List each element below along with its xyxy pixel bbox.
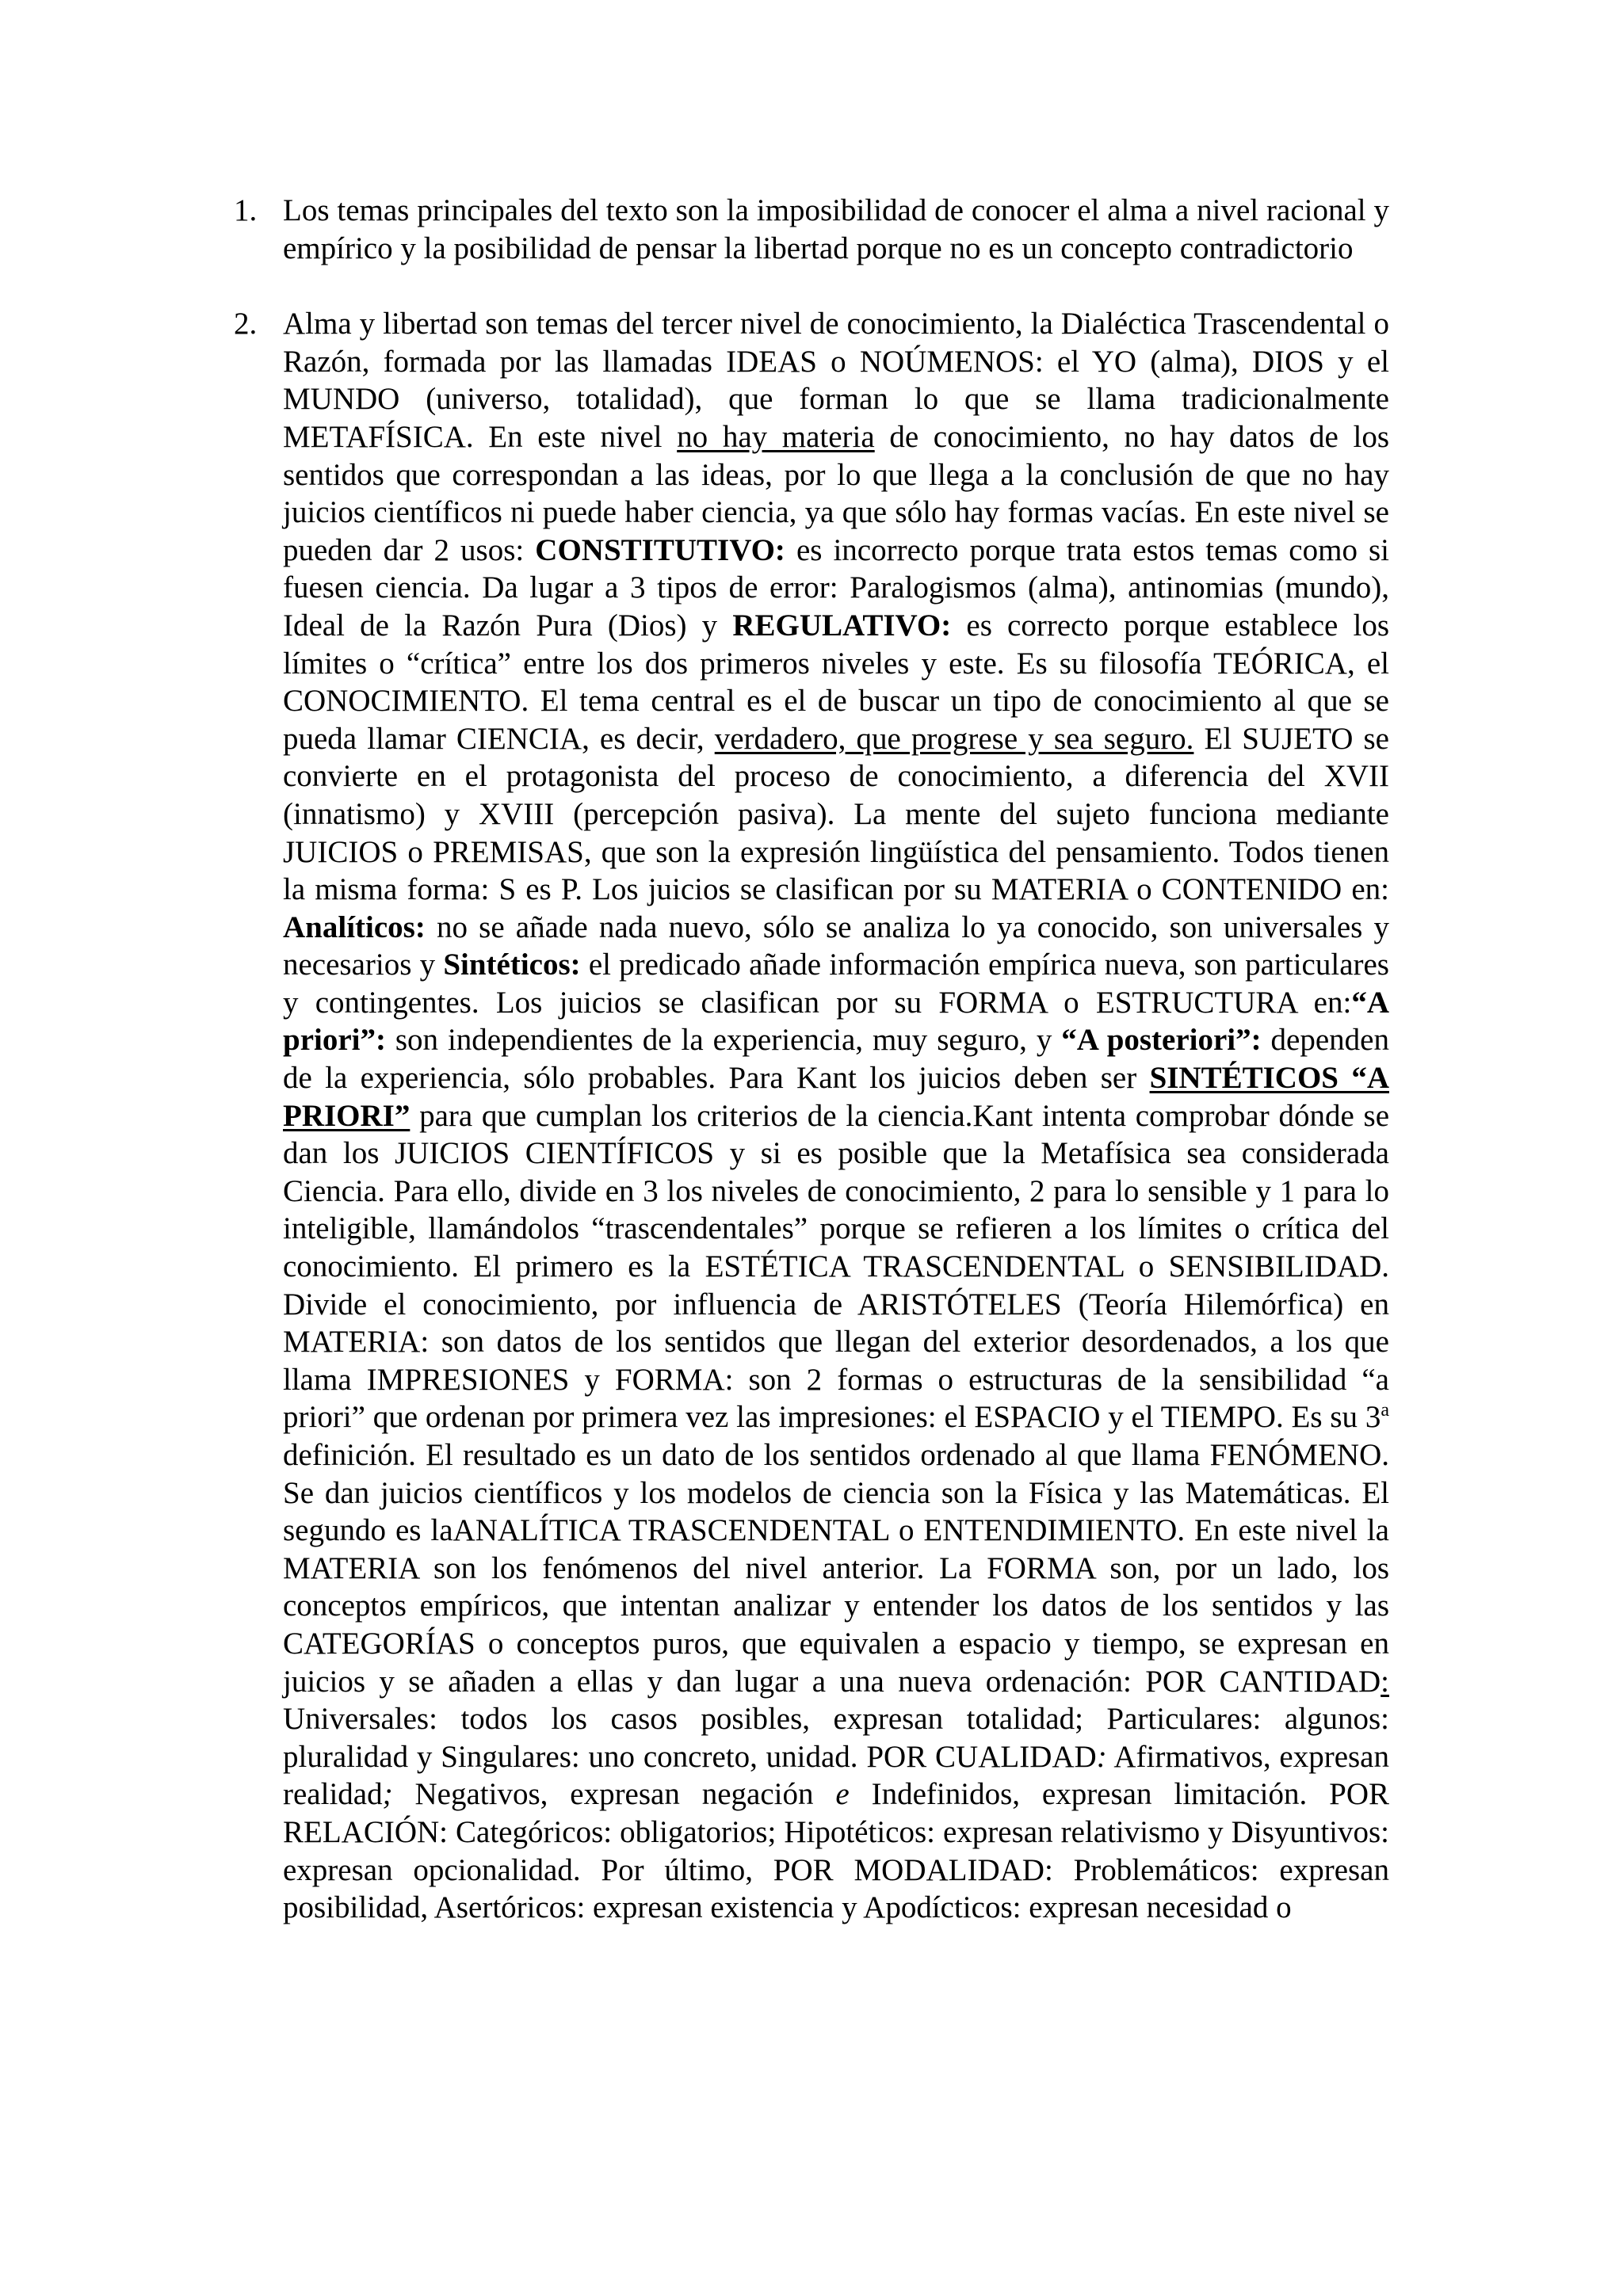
text-run: definición. El resultado es un dato de los sentidos ordenado al que llama FENÓMENO. Se dan juicios científicos y los modelos de ciencia son la Física y las Matemáticas. El segundo es laANALÍTICA TRASCENDENTAL o ENTENDIMIENTO. En este nivel la MATERIA son los fenómenos del nivel anterior. La FORMA son, por un lado, los conceptos empíricos, que intentan analizar y entender los datos de los sentidos y las CATEGORÍAS o conceptos puros, que equivalen a espacio y tiempo, se expresan en juicios y se añaden a ellas y dan lugar a una nueva ordenación: POR CANTIDAD (283, 1438, 1389, 1699)
item-paragraph (283, 305, 1389, 1927)
text-run: para que cumplan los criterios de la ciencia.Kant intenta comprobar dónde se dan los JUICIOS CIENTÍFICOS y si es posible que la Metafísica sea considerada Ciencia. Para ello, divide en 3 los niveles de conocimiento, 2 para lo sensible y 1 para lo inteligible, llamándolos “trascendentales” porque se refieren a los límites o crítica del conocimiento. El primero es la ESTÉTICA TRASCENDENTAL o SENSIBILIDAD. Divide el conocimiento, por influencia de ARISTÓTELES (Teoría Hilemórfica) en MATERIA: son datos de los sentidos que llegan del exterior desordenados, a los que llama IMPRESIONES y FORMA: son 2 formas o estructuras de la sensibilidad “a priori” que ordenan por primera vez las impresiones: el ESPACIO y el TIEMPO. Es su 3 (283, 1098, 1389, 1435)
text-run: El SUJETO se convierte en el protagonista del proceso de conocimiento, a diferencia del XVII (innatismo) y XVIII (percepción pasiva). La mente del sujeto funciona mediante JUICIOS o PREMISAS, que son la expresión lingüística del pensamiento. Todos tienen la misma forma: S es P. Los juicios se clasifican por su MATERIA o CONTENIDO en: (283, 721, 1389, 907)
text-run: son independientes de la experiencia, muy seguro, y (385, 1023, 1062, 1058)
bold-term: “A priori”: (283, 985, 1389, 1058)
item-paragraph (283, 192, 1389, 267)
superscript-text: a (1381, 1400, 1389, 1421)
item-number: 1. (234, 193, 258, 227)
text-run: no se añade nada nuevo, sólo se analiza lo ya conocido, son universales y necesarios y (283, 910, 1389, 982)
text-run: dependen de la experiencia, sólo probables. Para Kant los juicios deben ser (283, 1023, 1389, 1096)
bold-term: Sintéticos: (443, 948, 581, 982)
italic-text: : (1096, 1739, 1107, 1774)
bold-underlined-term: SINTÉTICOS “A PRIORI” (283, 1061, 1389, 1133)
text-run: Afirmativos, expresan realidad (283, 1739, 1389, 1812)
list-item (234, 305, 1389, 1927)
underlined-text: verdadero, que progrese y sea seguro. (714, 721, 1194, 756)
text-run: es incorrecto porque trata estos temas como si fuesen ciencia. Da lugar a 3 tipos de error: Paralogismos (alma), antinomias (mundo), Ideal de la Razón Pura (Dios) y (283, 532, 1390, 643)
text-run: de conocimiento, no hay datos de los sentidos que correspondan a las ideas, por lo que llega a la conclusión de que no hay juicios científicos ni puede haber ciencia, ya que sólo hay formas vacías. En este nivel se pueden dar 2 usos: (283, 419, 1390, 567)
text-run: el predicado añade información empírica nueva, son particulares y contingentes. Los juicios se clasifican por su FORMA o ESTRUCTURA en: (283, 948, 1389, 1020)
bold-term: “A posteriori”: (1061, 1023, 1262, 1058)
list-item (234, 192, 1389, 267)
bold-term: Analíticos: (283, 910, 426, 944)
italic-text: e (835, 1777, 850, 1812)
bold-term: REGULATIVO: (732, 608, 952, 643)
text-run: es correcto porque establece los límites o “crítica” entre los dos primeros niveles y este. Es su filosofía TEÓRICA, el CONOCIMIENTO. El tema central es el de buscar un tipo de conocimiento al que se pueda llamar CIENCIA, es decir, (283, 608, 1390, 756)
bold-term: CONSTITUTIVO: (535, 532, 785, 567)
underlined-text: no hay materia (677, 419, 875, 454)
text-run: Negativos, expresan negación (392, 1777, 836, 1812)
text-run: Los temas principales del texto son la imposibilidad de conocer el alma a nivel racional y empírico y la posibilidad de pensar la libertad porque no es un concepto contradictorio (283, 193, 1389, 265)
item-number: 2. (234, 307, 258, 341)
text-run: Indefinidos, expresan limitación. POR RELACIÓN: Categóricos: obligatorios; Hipotéticos: expresan relativismo y Disyuntivos: expresan opcionalidad. Por último, POR MODALIDAD: Problemáticos: expresan posibilidad, Asertóricos: expresan existencia y Apodícticos: expresan necesidad o (283, 1777, 1390, 1925)
underlined-text: : (1381, 1664, 1389, 1699)
italic-text: ; (382, 1777, 393, 1812)
numbered-list (234, 192, 1389, 1927)
text-run: Alma y libertad son temas del tercer nivel de conocimiento, la Dialéctica Trascendental o Razón, formada por las llamadas IDEAS o NOÚMENOS: el YO (alma), DIOS y el MUNDO (universo, totalidad), que forman lo que se llama tradicionalmente METAFÍSICA. En este nivel (283, 307, 1389, 454)
text-run: Universales: todos los casos posibles, expresan totalidad; Particulares: algunos: pluralidad y Singulares: uno concreto, unidad. POR CUALIDAD (283, 1702, 1389, 1774)
